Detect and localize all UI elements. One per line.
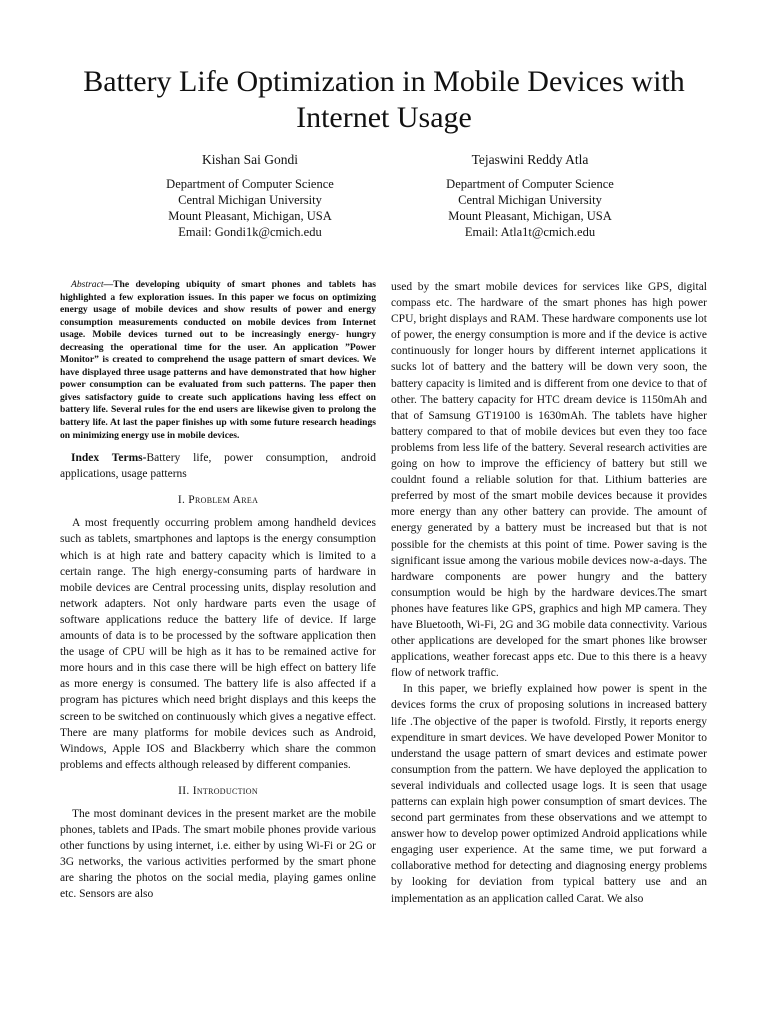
paper-title-line-2: Internet Usage: [296, 101, 472, 134]
abstract-label: Abstract: [71, 279, 104, 290]
paper-title-line-1: Battery Life Optimization in Mobile Devices with: [83, 65, 685, 98]
author-department: Department of Computer Science: [446, 177, 614, 191]
author-university: Central Michigan University: [458, 193, 602, 207]
author-email: Email: Gondi1k@cmich.edu: [178, 225, 322, 239]
author-university: Central Michigan University: [178, 193, 322, 207]
section-heading-introduction: II. Introduction: [178, 784, 258, 797]
author-email: Email: Atla1t@cmich.edu: [464, 225, 596, 239]
left-column: [60, 279, 376, 903]
section-heading-problem-area: I. Problem Area: [177, 494, 259, 507]
author-name: Kishan Sai Gondi: [202, 152, 298, 167]
body-paragraph: In this paper, we briefly explained how power is spent in the devices forms the crux of proposing solutions in increased battery life .The objective of the paper is twofold. Firstly, it reports energy expenditure in smart devices. We have developed Power Monitor to understand the usage pattern of smart devices and estimate power consumption from the pattern. We have deployed the application to several individuals and collected usage logs. It is seen that usage patterns can explain high power consumption of smart devices. The second part germinates from these observations and we attempt to answer how to develop power optimized Android applications while engaging user experience. At the same time, we put forward a collaborative method for detecting and diagnosing energy problems by looking for deviation from typical battery use and an implementation as an application called Carat. We also: [391, 683, 707, 905]
abstract-text: —The developing ubiquity of smart phones and tablets has highlighted a few exploration issues. In this paper we focus on optimizing energy usage of mobile devices and show results of power and energy consumption measurements conducted on mobile devices from Internet usage. Mobile devices turned out to be increasingly energy- hungry decreasing the operational time for the user. An application ”Power Monitor” is created to comprehend the usage pattern of smart devices. We have displayed three usage patterns and have demonstrated that how higher power consumption can be evaluated from such patterns. The paper then gives satisfactory guide to create such applications having less effect on battery life. Several rules for the end users are likewise given to prolong the battery life. At last the paper finishes up with some future research headings on minimizing energy use in mobile devices.: [60, 279, 376, 441]
body-paragraph: [60, 806, 376, 903]
index-terms: [60, 450, 376, 482]
intro-text-part-1: The most dominant devices in the present market are the mobile phones, tablets and IPads. The smart mobile phones provide various other functions by using internet, i.e. either by using Wi-Fi or 2G or 3G networks, the various activities performed by the smart phone are sharing the photos on the social media, playing games online etc. Sensors are also: [60, 807, 376, 901]
author-block-2: [370, 152, 690, 240]
abstract: [60, 279, 376, 442]
author-name: Tejaswini Reddy Atla: [471, 152, 589, 167]
author-block-1: [90, 152, 410, 240]
author-location: Mount Pleasant, Michigan, USA: [448, 209, 612, 223]
author-department: Department of Computer Science: [166, 177, 334, 191]
index-terms-label: Index Terms-: [71, 452, 147, 465]
paper-title: [40, 64, 728, 136]
intro-text-part-2: used by the smart mobile devices for services like GPS, digital compass etc. The hardware of the smart phones has high power CPU, bright displays and RAM. These hardware components use lot of power, the energy consumption is more and if the device is active continuously for longer hours by different internet applications it sucks lot of battery and the battery will be down very soon, the battery capacity is limited and is different from one device to that of other. The battery capacity for HTC dream device is 1150mAh and that of Samsung GT19100 is 1630mAh. The tablets have higher battery compared to that of mobile devices but even they too face problems from less life of the battery. Several research activities are going on how to improve the efficiency of battery but still we couldnt found a reliable solution for that. Lithium batteries are preferred by most of the smart mobile devices because it provides more energy than any other battery can provide. The amount of energy generated by a battery must be increased but that is not possible for the chemists at this point of time. Power saving is the significant issue among the various mobile devices now-a-days. The hardware components are power hungry and the battery consumption would be high by the hardware devices.The smart phones have features like GPS, graphics and high MP camera. They have Bluetooth, Wi-Fi, 2G and 3G mobile data connectivity. Various other applications are developed for the smart phones like browser applications, weather forecast apps etc. Due to this there is a heavy flow of network traffic.: [391, 281, 707, 680]
index-terms-text: Battery life, power consumption, android applications, usage patterns: [60, 452, 376, 481]
body-paragraph: A most frequently occurring problem among handheld devices such as tablets, smartphones and laptops is the energy consumption which is at high rate and battery capacity which is limited to a certain range. The high energy-consuming parts of hardware in mobile devices are Central processing units, display resolution and network adapters. Not only hardware parts even the usage of software applications reduce the battery life of device. If large amounts of data is to be processed by the software application then the usage of CPU will be high as it has to be remained active for more hours and in this case there will be high effect on battery life as more energy is consumed. The battery life is also affected if a program has pictures which need bright displays and this keeps the screen to be switched on continuously which gives a negative effect. There are many platforms for mobile devices such as Android, Windows, Apple IOS and Blackberry which share the common problems and effects although released by different companies.: [60, 517, 376, 771]
body-paragraph: [391, 279, 707, 681]
right-column: [391, 279, 707, 907]
author-location: Mount Pleasant, Michigan, USA: [168, 209, 332, 223]
